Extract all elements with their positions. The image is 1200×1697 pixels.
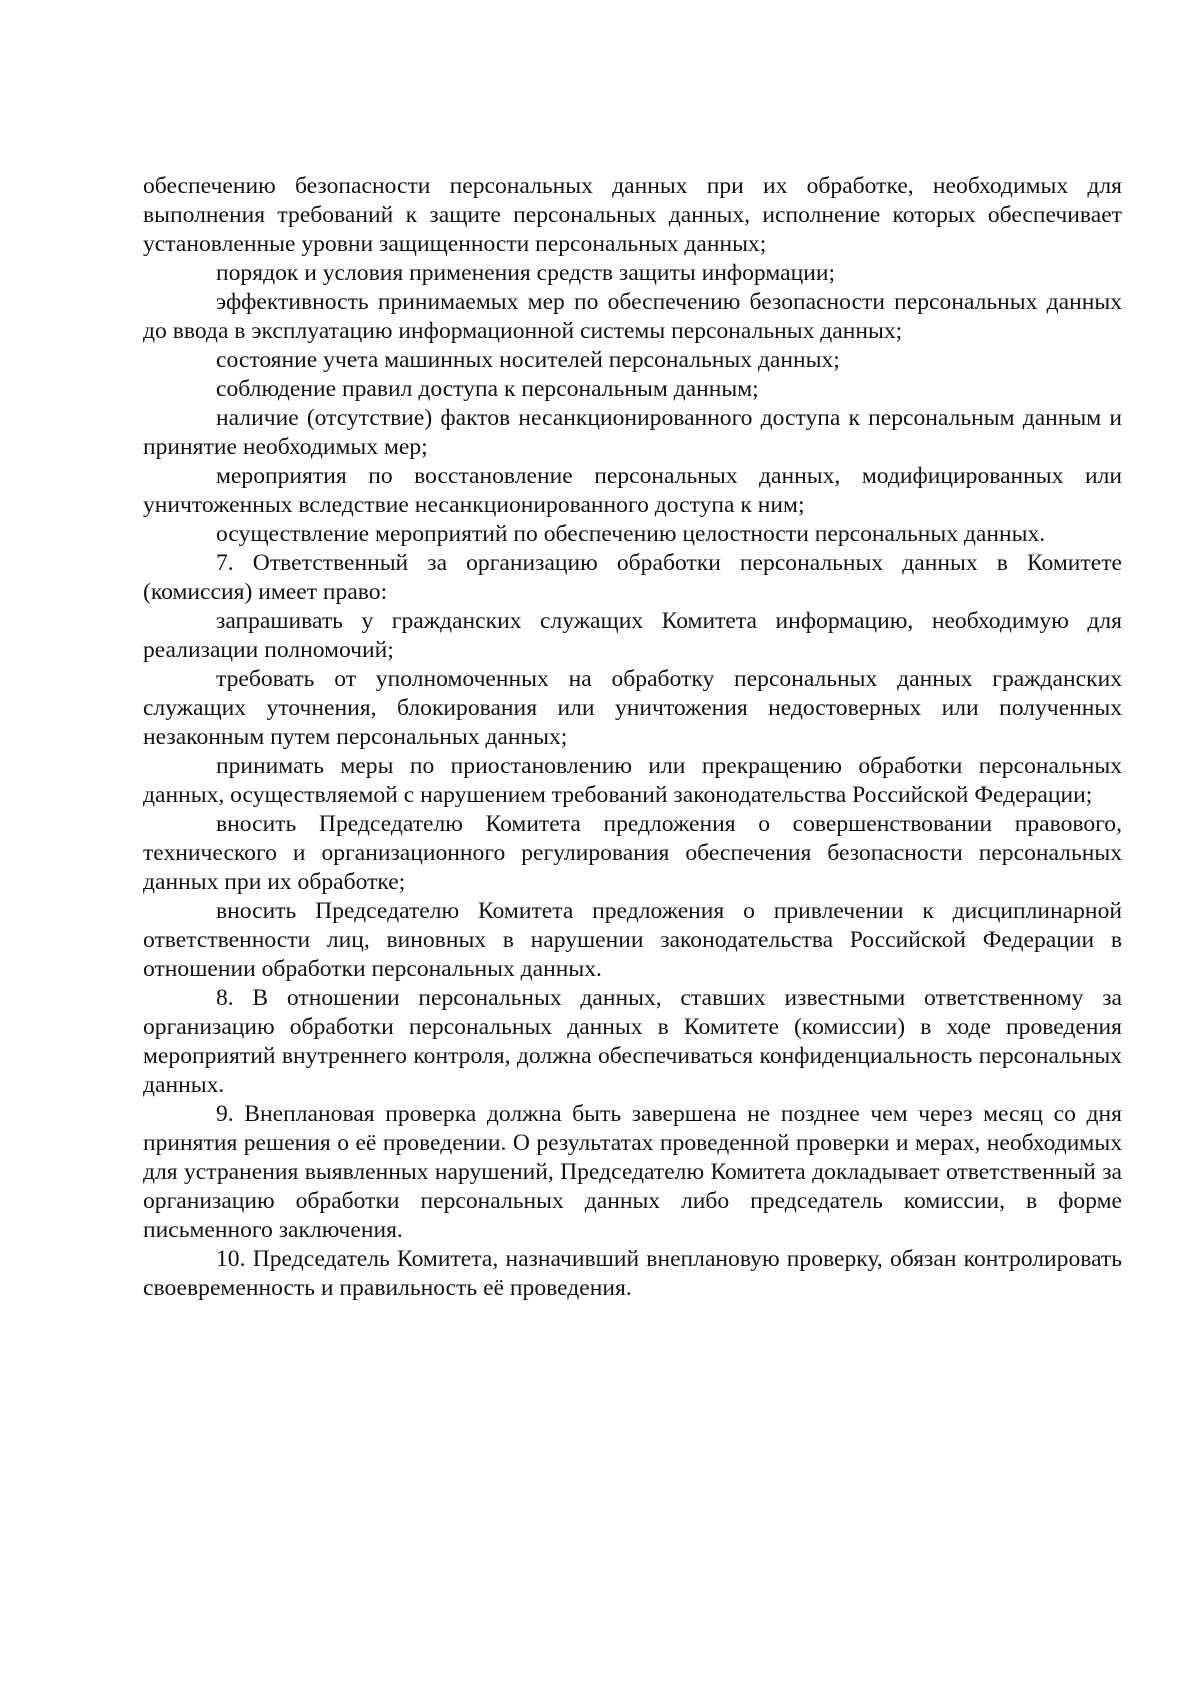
list-item-unauthorized-access: наличие (отсутствие) фактов несанкционированного доступа к персональным данным и принятие необходимых мер;: [143, 405, 1122, 460]
list-item-media-accounting: состояние учета машинных носителей персональных данных;: [216, 347, 840, 373]
list-item-data-integrity: осуществление мероприятий по обеспечению целостности персональных данных.: [216, 521, 1046, 547]
right-take-measures: принимать меры по приостановлению или прекращению обработки персональных данных, осуществляемой с нарушением требований законодательства Российской Федерации;: [143, 753, 1122, 808]
document-page: [143, 172, 1122, 1303]
clause-10: 10. Председатель Комитета, назначивший внеплановую проверку, обязан контролировать своевременность и правильность её проведения.: [143, 1246, 1122, 1301]
paragraph-continuation: обеспечению безопасности персональных данных при их обработке, необходимых для выполнения требований к защите персональных данных, исполнение которых обеспечивает установленные уровни защищенности персональных данных;: [143, 173, 1122, 257]
list-item-access-rules: соблюдение правил доступа к персональным данным;: [216, 376, 759, 402]
clause-8: 8. В отношении персональных данных, ставших известными ответственному за организацию обработки персональных данных в Комитете (комиссии) в ходе проведения мероприятий внутреннего контроля, должна обеспечиваться конфиденциальность персональных данных.: [143, 985, 1122, 1098]
list-item-data-recovery: мероприятия по восстановление персональных данных, модифицированных или уничтоженных вследствие несанкционированного доступа к ним;: [143, 463, 1122, 518]
right-propose-disciplinary: вносить Председателю Комитета предложения о привлечении к дисциплинарной ответственности лиц, виновных в нарушении законодательства Российской Федерации в отношении обработки персональных данных.: [143, 898, 1122, 982]
right-require-clarification: требовать от уполномоченных на обработку персональных данных гражданских служащих уточнения, блокирования или уничтожения недостоверных или полученных незаконным путем персональных данных;: [143, 666, 1122, 750]
clause-9: 9. Внеплановая проверка должна быть завершена не позднее чем через месяц со дня принятия решения о её проведении. О результатах проведенной проверки и мерах, необходимых для устранения выявленных нарушений, Председателю Комитета докладывает ответственный за организацию обработки персональных данных либо председатель комиссии, в форме письменного заключения.: [143, 1101, 1122, 1243]
list-item-protection-means: порядок и условия применения средств защиты информации;: [216, 260, 836, 286]
list-item-effectiveness: эффективность принимаемых мер по обеспечению безопасности персональных данных до ввода в эксплуатацию информационной системы персональных данных;: [143, 289, 1122, 344]
right-propose-improvements: вносить Председателю Комитета предложения о совершенствовании правового, технического и организационного регулирования обеспечения безопасности персональных данных при их обработке;: [143, 811, 1122, 895]
clause-7: 7. Ответственный за организацию обработки персональных данных в Комитете (комиссия) имеет право:: [143, 550, 1122, 605]
right-request-information: запрашивать у гражданских служащих Комитета информацию, необходимую для реализации полномочий;: [143, 608, 1122, 663]
